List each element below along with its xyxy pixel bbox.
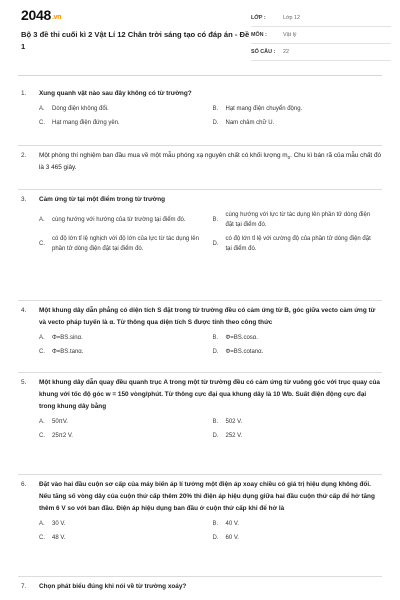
option-letter: D. xyxy=(212,535,219,541)
option-a[interactable] xyxy=(39,331,209,345)
question-5 xyxy=(18,373,382,475)
option-text: có độ lớn tỉ lệ với cường độ của phần tử dòng điện đặt tại điểm đó. xyxy=(225,236,371,252)
meta-count-label: SỐ CÂU : xyxy=(251,49,276,55)
question-text: Xung quanh vật nào sau đây không có từ trường? xyxy=(39,90,192,97)
option-text: Φ=BS.tanα. xyxy=(52,349,84,355)
answer-options xyxy=(21,208,382,256)
question-text xyxy=(39,150,382,174)
option-letter: D. xyxy=(212,433,219,439)
question-7 xyxy=(18,577,382,599)
meta-subject xyxy=(251,27,391,44)
option-letter: B. xyxy=(212,419,219,425)
option-a[interactable] xyxy=(39,517,209,531)
meta-subject-label: MÔN : xyxy=(251,32,267,38)
question-4 xyxy=(18,301,382,373)
option-b[interactable] xyxy=(213,208,383,232)
option-letter: D. xyxy=(212,349,219,355)
option-text: Nam châm chữ U. xyxy=(225,120,275,126)
question-number: 4. xyxy=(21,307,27,314)
option-letter: C. xyxy=(39,349,45,355)
option-d[interactable] xyxy=(213,232,383,256)
option-text: 252 V. xyxy=(225,433,243,439)
site-logo[interactable] xyxy=(21,7,61,23)
question-text: Một khung dây dẫn quay đều quanh trục A trong một từ trường đều có cảm ứng từ vuông góc với trục quay của khung với tốc độ góc w = 150 vòng/phút. Từ thông cực đại qua khung dây là 10 Wb. Suất điện động cực đại trong khung dây bằng xyxy=(39,379,380,410)
option-text: 502 V. xyxy=(225,419,243,425)
option-letter: B. xyxy=(212,521,219,527)
question-number: 7. xyxy=(21,583,27,590)
option-text: Φ=BS.sinα. xyxy=(52,335,83,341)
option-d[interactable] xyxy=(213,531,383,545)
answer-options xyxy=(21,415,382,443)
question-number: 5. xyxy=(21,379,27,386)
meta-class-label: LỚP : xyxy=(251,15,266,21)
option-text: 25π2 V. xyxy=(52,433,73,439)
exam-header xyxy=(18,0,382,76)
option-a[interactable] xyxy=(39,415,209,429)
question-list xyxy=(18,76,382,599)
option-c[interactable] xyxy=(39,232,209,256)
option-b[interactable] xyxy=(213,415,383,429)
option-letter: A. xyxy=(39,106,45,112)
option-c[interactable] xyxy=(39,429,209,443)
question-text: Một khung dây dẫn phẳng có diện tích S đặt trong từ trường đều có cảm ứng từ B, góc giữa vecto cảm ứng từ và vecto pháp tuyến là α. Từ thông qua diện tích S được tính theo công thức xyxy=(39,307,376,326)
option-letter: C. xyxy=(39,535,45,541)
option-letter: B. xyxy=(212,335,219,341)
option-text: 30 V. xyxy=(52,521,66,527)
question-number: 1. xyxy=(21,90,27,97)
mass-subscript: 0 xyxy=(287,155,291,160)
option-c[interactable] xyxy=(39,531,209,545)
option-c[interactable] xyxy=(39,345,209,359)
answer-options xyxy=(21,102,382,130)
option-text: Φ=BS.cosα. xyxy=(225,335,258,341)
option-d[interactable] xyxy=(213,116,383,130)
option-letter: D. xyxy=(212,241,219,247)
option-letter: A. xyxy=(39,335,45,341)
option-c[interactable] xyxy=(39,116,209,130)
option-letter: A. xyxy=(39,521,45,527)
option-d[interactable] xyxy=(213,345,383,359)
question-text-start: Một phòng thí nghiệm ban đầu mua về một mẫu phóng xạ nguyên chất có khối lượng m xyxy=(39,152,288,159)
question-text: Chọn phát biểu đúng khi nói về từ trường xoáy? xyxy=(39,583,187,590)
option-text: cùng hướng với hướng của từ trường tại điểm đó. xyxy=(52,217,186,223)
logo-main: 2048 xyxy=(21,7,51,23)
option-text: có độ lớn tỉ lệ nghịch với độ lớn của lực từ tác dụng lên phần tử dòng điện đặt tại điểm đó. xyxy=(52,236,199,252)
option-letter: B. xyxy=(212,217,219,223)
answer-options xyxy=(21,331,382,359)
meta-count xyxy=(251,44,391,61)
option-text: 60 V. xyxy=(225,535,239,541)
option-text: 40 V. xyxy=(225,521,239,527)
option-letter: C. xyxy=(39,120,45,126)
exam-meta xyxy=(251,10,391,61)
option-b[interactable] xyxy=(213,331,383,345)
question-text: Cảm ứng từ tại một điểm trong từ trường xyxy=(39,196,166,203)
option-letter: A. xyxy=(39,217,45,223)
logo-suffix: .vn xyxy=(51,14,62,21)
meta-subject-value: Vật lý xyxy=(283,32,297,38)
option-letter: C. xyxy=(39,433,45,439)
exam-title: Bộ 3 đề thi cuối kì 2 Vật Lí 12 Chân trời sáng tạo có đáp án - Đề 1 xyxy=(21,30,250,51)
option-b[interactable] xyxy=(213,102,383,116)
option-a[interactable] xyxy=(39,208,209,232)
question-number: 2. xyxy=(21,152,27,159)
option-text: Φ=BS.cotanα. xyxy=(225,349,264,355)
option-text: Dòng điện không đổi. xyxy=(52,106,109,112)
meta-class-value: Lớp 12 xyxy=(283,15,301,21)
question-6 xyxy=(18,475,382,577)
question-2 xyxy=(18,146,382,190)
question-1 xyxy=(18,84,382,146)
option-letter: D. xyxy=(212,120,219,126)
question-3 xyxy=(18,190,382,301)
option-letter: B. xyxy=(212,106,219,112)
option-letter: A. xyxy=(39,419,45,425)
option-a[interactable] xyxy=(39,102,209,116)
question-number: 6. xyxy=(21,481,27,488)
question-text-end: . Chu kì bán rã của mẫu chất đó là 3 465 giây. xyxy=(39,152,382,171)
question-text: Đặt vào hai đầu cuộn sơ cấp của máy biến áp lí tưởng một điện áp xoay chiều có giá trị hiệu dụng không đổi. Nếu tăng số vòng dây của cuộn thứ cấp thêm 20% thì điện áp hiệu dụng giữa hai đầu cuộn thứ cấp để hở tăng thêm 6 V so với ban đầu. Điện áp hiệu dụng ban đầu ở cuộn thứ cấp khi để hở là xyxy=(39,481,375,512)
option-text: cùng hướng với lực từ tác dụng lên phần tử dòng điện đặt tại điểm đó. xyxy=(225,212,371,228)
option-d[interactable] xyxy=(213,429,383,443)
question-number: 3. xyxy=(21,196,27,203)
option-text: Hạt mang điện chuyển động. xyxy=(225,106,303,112)
option-text: 50πV. xyxy=(52,419,68,425)
answer-options xyxy=(21,517,382,545)
option-letter: C. xyxy=(39,241,45,247)
meta-count-value: 22 xyxy=(283,49,289,55)
option-text: 48 V. xyxy=(52,535,66,541)
option-b[interactable] xyxy=(213,517,383,531)
option-text: Hạt mang điện đứng yên. xyxy=(52,120,120,126)
meta-class xyxy=(251,10,391,27)
